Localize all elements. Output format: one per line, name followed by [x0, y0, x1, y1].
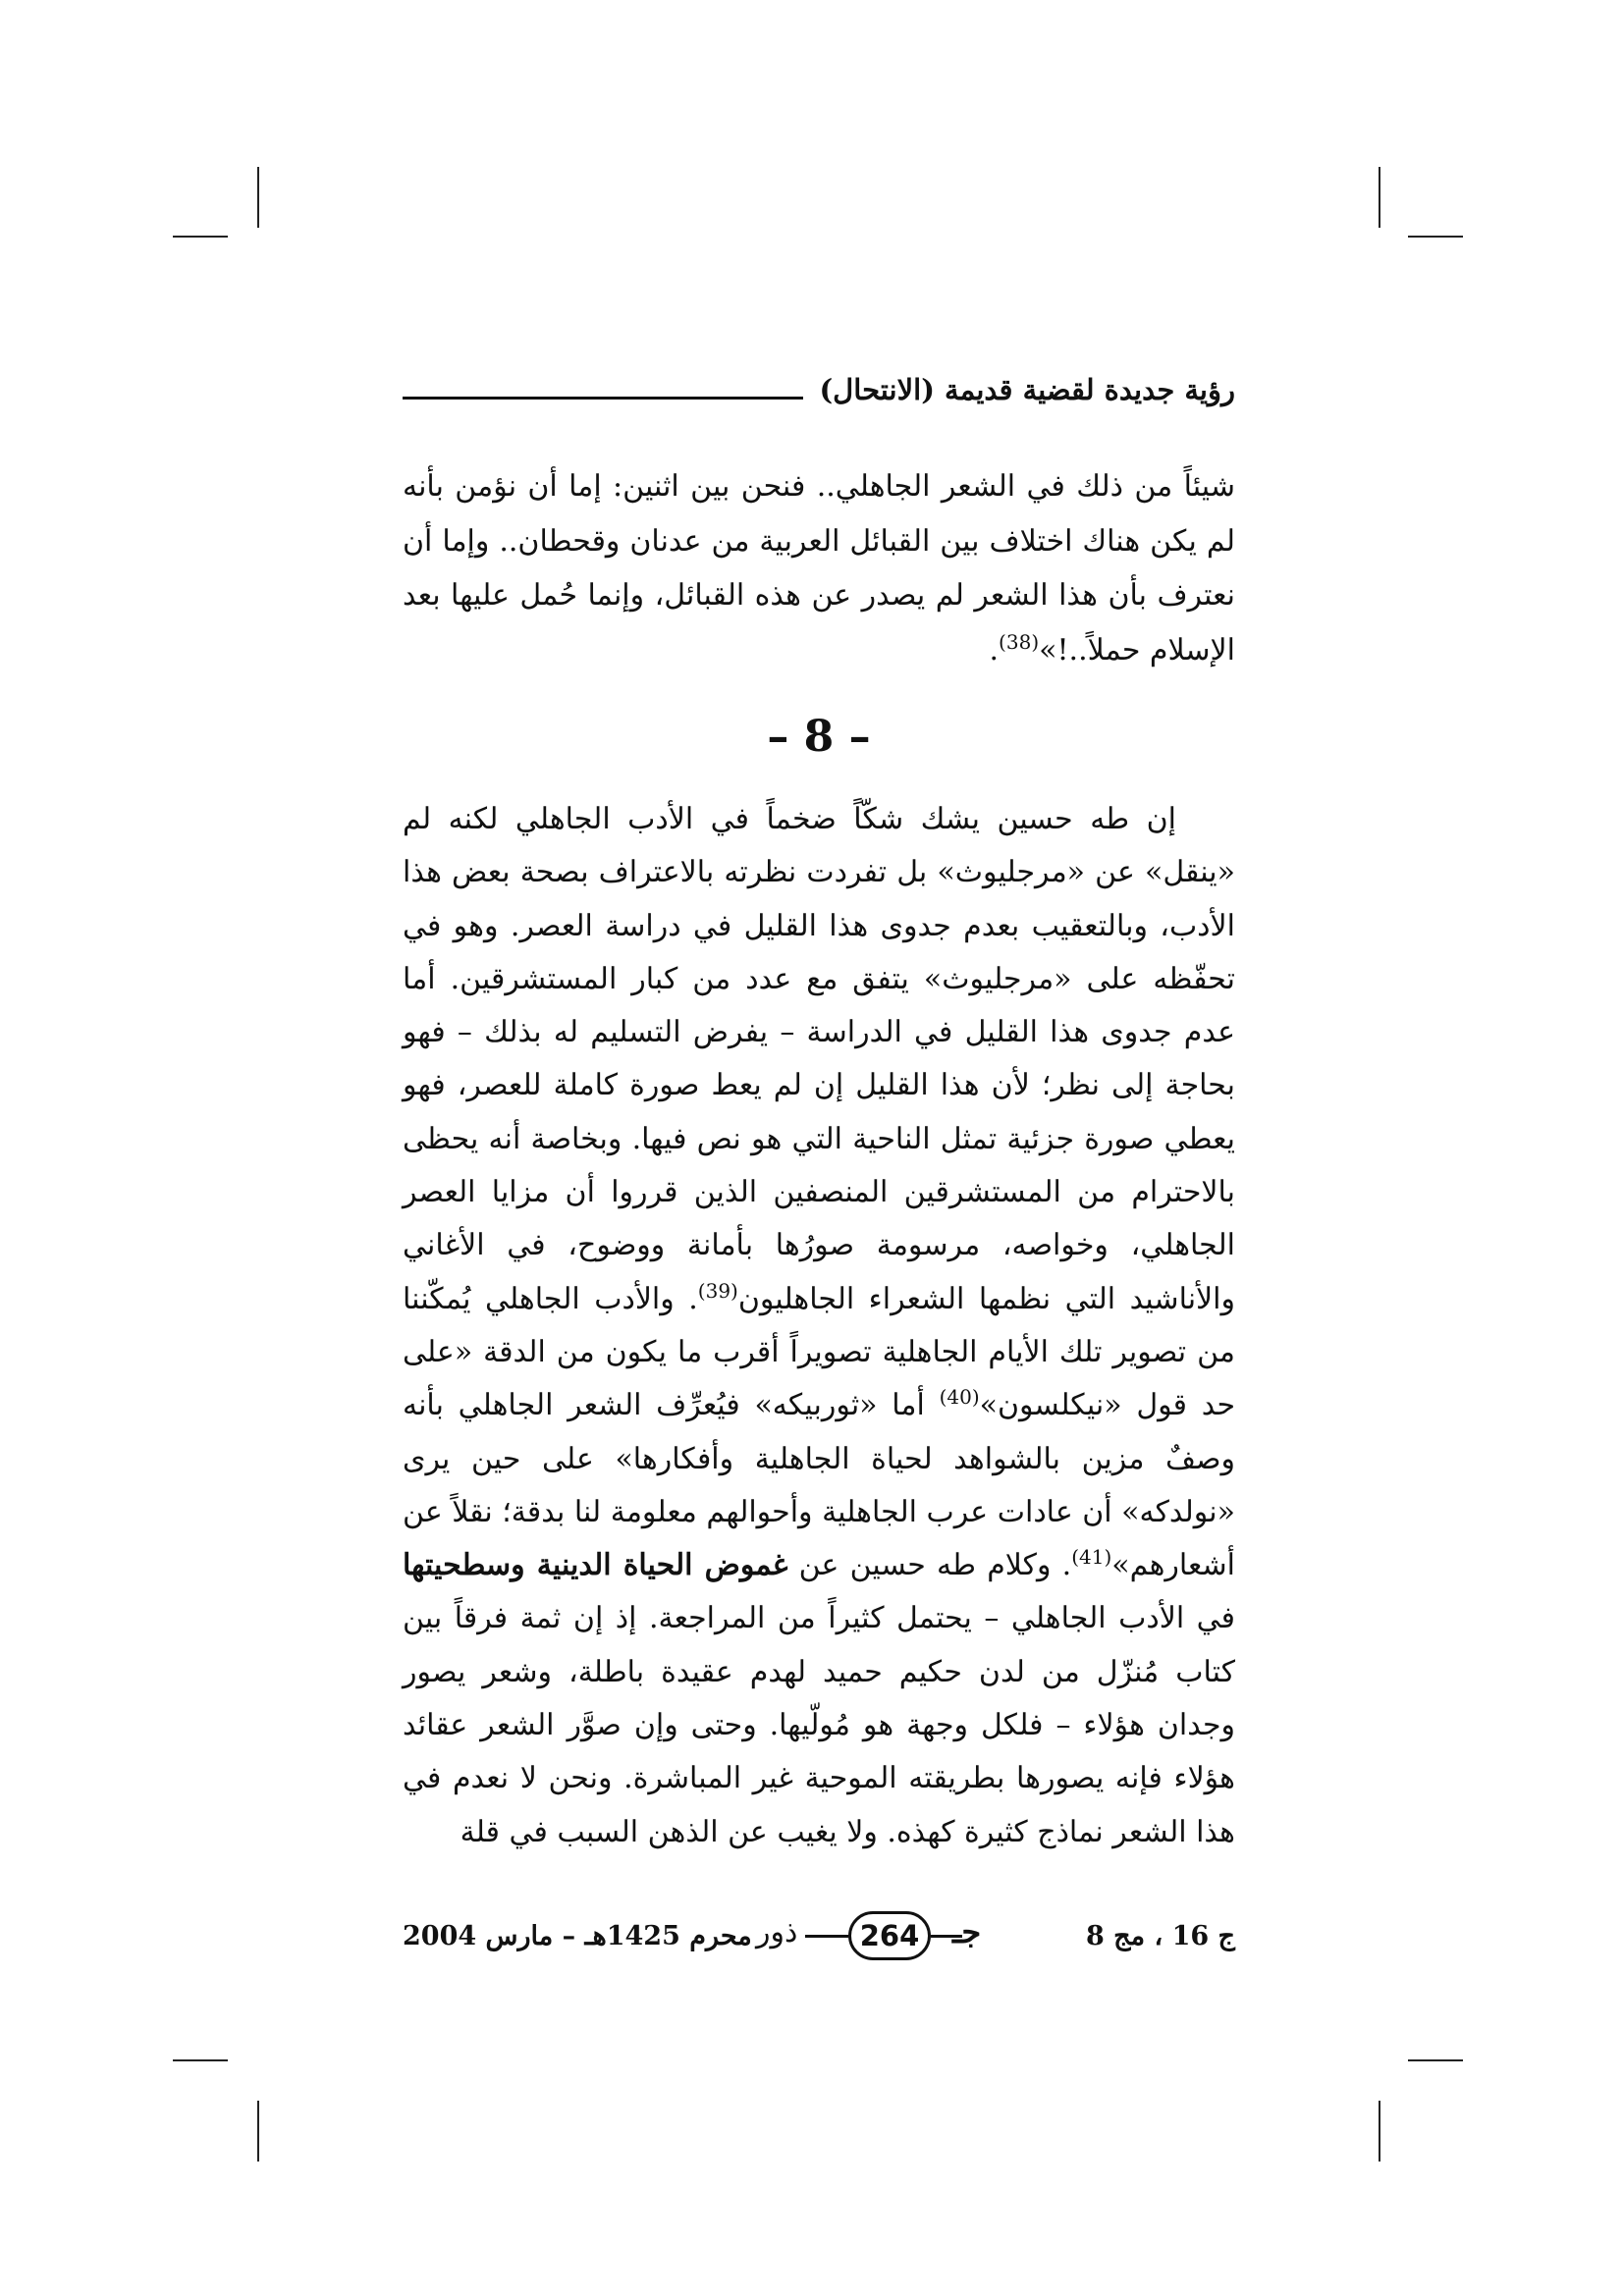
running-header [403, 371, 1235, 420]
footer-logo-line-left [805, 1935, 848, 1938]
footnote-ref-40: (40) [939, 1385, 980, 1410]
paragraph-2-part-3: أما «ثوربيكه» فيُعرِّف الشعر الجاهلي بأنه وصفٌ مزين بالشواهد لحياة الجاهلية وأفكارها» على حين يرى «نولدكه» أن عادات عرب الجاهلية وأحوالهم معلومة لنا بدقة؛ نقلاً عن أشعارهم» [403, 1388, 1235, 1583]
footer-issue: ج 16 ، مج 8 [1085, 1921, 1235, 1951]
footer-logo-word-right: جـ [952, 1913, 982, 1950]
footnote-ref-41: (41) [1071, 1545, 1112, 1570]
emphasis-text: غموض الحياة الدينية وسطحيتها [403, 1548, 788, 1583]
footnote-ref-38: (38) [999, 629, 1040, 654]
paragraph-2-part-5: في الأدب الجاهلي – يحتمل كثيراً من المراجعة. إذ إن ثمة فرقاً بين كتاب مُنزّل من لدن حكيم حميد لهدم عقيدة باطلة، وشعر يصور وجدان هؤلاء – فلكل وجهة هو مُولّيها. وحتى وإن صوَّر الشعر عقائد هؤلاء فإنه يصورها بطريقته الموحية غير المباشرة. ونحن لا نعدم في هذا الشعر نماذج كثيرة كهذه. ولا يغيب عن الذهن السبب في قلة [403, 1601, 1235, 1849]
crop-mark-top-right-vertical [1379, 167, 1380, 228]
crop-mark-bottom-right-horizontal [1408, 2059, 1463, 2061]
paragraph-2-part-1: إن طه حسين يشك شكّاً ضخماً في الأدب الجاهلي لكنه لم «ينقل» عن «مرجليوث» بل تفردت نظرته بالاعتراف بصحة بعض هذا الأدب، وبالتعقيب بعدم جدوى هذا القليل في دراسة العصر. وهو في تحفّظه على «مرجليوث» يتفق مع عدد من كبار المستشرقين. أما عدم جدوى هذا القليل في الدراسة – يفرض التسليم له بذلك – فهو بحاجة إلى نظر؛ لأن هذا القليل إن لم يعط صورة كاملة للعصر، فهو يعطي صورة جزئية تمثل الناحية التي هو نص فيها. وبخاصة أنه يحظى بالاحترام من المستشرقين المنصفين الذين قرروا أن مزايا العصر الجاهلي، وخواصه، مرسومة صورُها بأمانة ووضوح، في الأغاني والأناشيد التي نظمها الشعراء الجاهليون [403, 802, 1235, 1316]
footnote-ref-39: (39) [697, 1278, 738, 1303]
page-number: 264 [848, 1911, 931, 1960]
crop-mark-bottom-right-vertical [1379, 2101, 1380, 2162]
page-footer [403, 1909, 1235, 1968]
footer-magazine-logo [756, 1909, 982, 1966]
crop-mark-top-left-vertical [257, 167, 259, 228]
section-heading: – 8 – [767, 712, 871, 762]
crop-mark-bottom-left-horizontal [173, 2059, 228, 2061]
footer-logo-word-left: ذور [756, 1915, 798, 1949]
crop-mark-bottom-left-vertical [257, 2101, 259, 2162]
paragraph-1-end: . [989, 632, 1000, 667]
paragraph-2-part-4: . وكلام طه حسين عن [787, 1548, 1072, 1583]
running-header-title: رؤية جديدة لقضية قديمة (الانتحال) [819, 373, 1235, 406]
paragraph-1-text: شيئاً من ذلك في الشعر الجاهلي.. فنحن بين اثنين: إما أن نؤمن بأنه لم يكن هناك اختلاف بين القبائل العربية من عدنان وقحطان.. وإما أن نعترف بأن هذا الشعر لم يصدر عن هذه القبائل، وإنما حُمل عليها بعد الإسلام حملاً..!» [403, 469, 1235, 667]
crop-mark-top-right-horizontal [1408, 236, 1463, 238]
header-rule [403, 397, 803, 400]
paragraph-continuation [403, 459, 1235, 677]
paragraph-2-part-2: . والأدب الجاهلي يُمكّننا من تصوير تلك الأيام الجاهلية تصويراً أقرب ما يكون من الدقة «على حد قول «نيكلسون» [403, 1281, 1235, 1423]
crop-mark-top-left-horizontal [173, 236, 228, 238]
paragraph-main [403, 793, 1235, 1859]
footer-date: محرم 1425هـ – مارس 2004 [403, 1921, 752, 1951]
